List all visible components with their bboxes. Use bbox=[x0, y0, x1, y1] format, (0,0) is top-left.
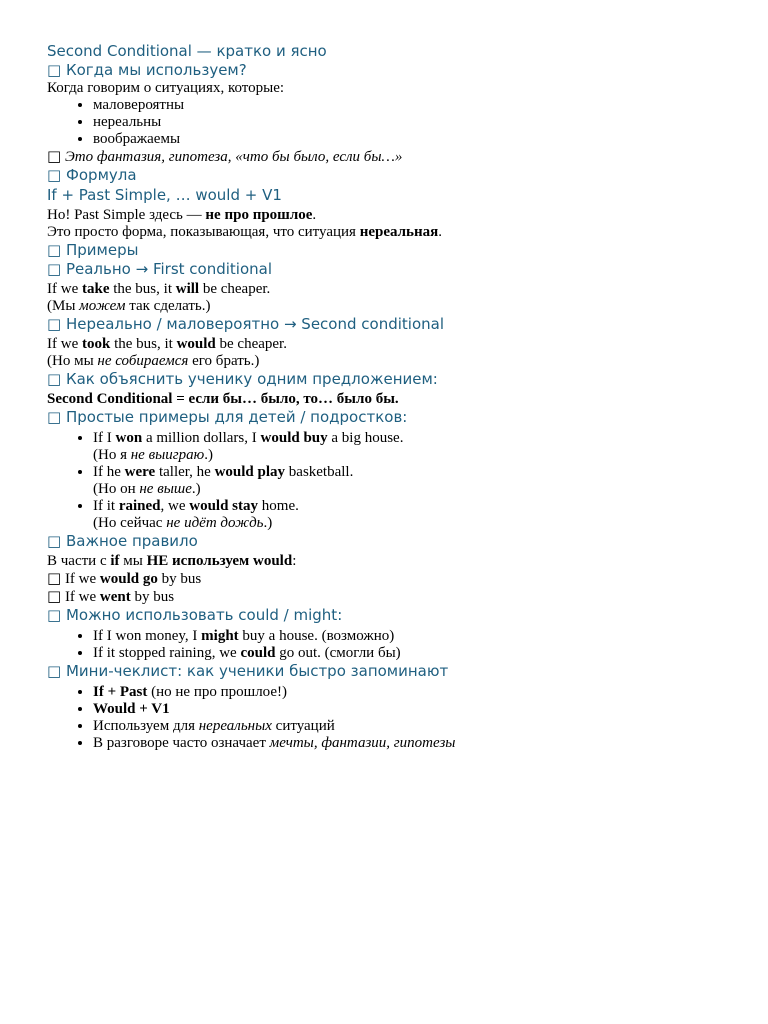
simple-examples-list bbox=[47, 430, 727, 532]
box-icon: □ bbox=[47, 166, 62, 184]
heading-text: Можно использовать could / might: bbox=[65, 606, 343, 624]
list-item: • маловероятны bbox=[93, 97, 727, 114]
heading-text: Нереально / маловероятно → Second conditional bbox=[65, 315, 444, 333]
list-item: • Используем для нереальных ситуаций bbox=[93, 718, 727, 735]
heading-text: Мини-чеклист: как ученики быстро запоминают bbox=[65, 662, 449, 680]
checklist bbox=[47, 684, 727, 752]
unreal-example: If we took the bus, it would be cheaper. bbox=[47, 336, 287, 352]
unreal-note: (Но мы не собираемся его брать.) bbox=[47, 353, 260, 369]
heading-text: Важное правило bbox=[65, 532, 198, 550]
fantasy-note bbox=[47, 148, 727, 166]
heading-simple-examples bbox=[47, 408, 727, 427]
heading-text: Реально → First conditional bbox=[65, 260, 272, 278]
heading-text: Примеры bbox=[65, 241, 139, 259]
note-text: Это фантазия, гипотеза, «что бы было, если бы…» bbox=[64, 149, 403, 165]
heading-unreal bbox=[47, 315, 727, 334]
list-item: • Would + V1 bbox=[93, 701, 727, 718]
box-icon: □ bbox=[47, 662, 62, 680]
heading-text: Как объяснить ученику одним предложением: bbox=[65, 370, 438, 388]
box-icon: □ bbox=[47, 241, 62, 259]
heading-important-rule bbox=[47, 532, 727, 551]
heading-text: Простые примеры для детей / подростков: bbox=[65, 408, 408, 426]
heading-when-used bbox=[47, 61, 727, 80]
wrong-example: □ If we would go by bus bbox=[47, 569, 202, 587]
box-icon: □ bbox=[47, 315, 62, 333]
heading-examples bbox=[47, 241, 727, 260]
heading-explain bbox=[47, 370, 727, 389]
heading-text: Формула bbox=[65, 166, 137, 184]
usage-list bbox=[47, 97, 727, 148]
list-item: • If I won a million dollars, I would buy a big house. (Но я не выиграю.) bbox=[93, 430, 727, 464]
heading-real bbox=[47, 260, 727, 279]
list-item: • If I won money, I might buy a house. (возможно) bbox=[93, 628, 727, 645]
formula-note-2: Это просто форма, показывающая, что ситуация нереальная. bbox=[47, 224, 442, 240]
list-item: • If it rained, we would stay home. (Но сейчас не идёт дождь.) bbox=[93, 498, 727, 532]
box-icon: □ bbox=[47, 260, 62, 278]
box-icon: □ bbox=[47, 532, 62, 550]
rule-text: В части с if мы НЕ используем would: bbox=[47, 553, 297, 569]
cross-icon: □ bbox=[47, 569, 62, 587]
heading-formula bbox=[47, 166, 727, 185]
list-item: • В разговоре часто означает мечты, фантазии, гипотезы bbox=[93, 735, 727, 752]
document-page bbox=[47, 42, 727, 752]
check-icon: □ bbox=[47, 587, 62, 605]
list-item: • If it stopped raining, we could go out. (смогли бы) bbox=[93, 645, 727, 662]
explain-sentence: Second Conditional = если бы… было, то… было бы. bbox=[47, 391, 399, 407]
box-icon: □ bbox=[47, 61, 62, 79]
list-item: • воображаемы bbox=[93, 131, 727, 148]
real-note: (Мы можем так сделать.) bbox=[47, 298, 211, 314]
box-icon: □ bbox=[47, 606, 62, 624]
heading-text: Когда мы используем? bbox=[65, 61, 247, 79]
box-icon: □ bbox=[47, 408, 62, 426]
right-example: □ If we went by bus bbox=[47, 587, 175, 605]
list-item: • If + Past (но не про прошлое!) bbox=[93, 684, 727, 701]
intro-text: Когда говорим о ситуациях, которые: bbox=[47, 80, 285, 96]
formula: If + Past Simple, … would + V1 bbox=[47, 186, 282, 204]
real-example: If we take the bus, it will be cheaper. bbox=[47, 281, 271, 297]
list-item: • If he were taller, he would play basketball. (Но он не выше.) bbox=[93, 464, 727, 498]
formula-note-1: Но! Past Simple здесь — не про прошлое. bbox=[47, 207, 317, 223]
document-title: Second Conditional — кратко и ясно bbox=[47, 42, 327, 60]
list-item: • нереальны bbox=[93, 114, 727, 131]
could-might-list bbox=[47, 628, 727, 662]
box-icon: □ bbox=[47, 370, 62, 388]
heading-checklist bbox=[47, 662, 727, 681]
box-icon: □ bbox=[47, 147, 62, 165]
heading-could-might bbox=[47, 606, 727, 625]
